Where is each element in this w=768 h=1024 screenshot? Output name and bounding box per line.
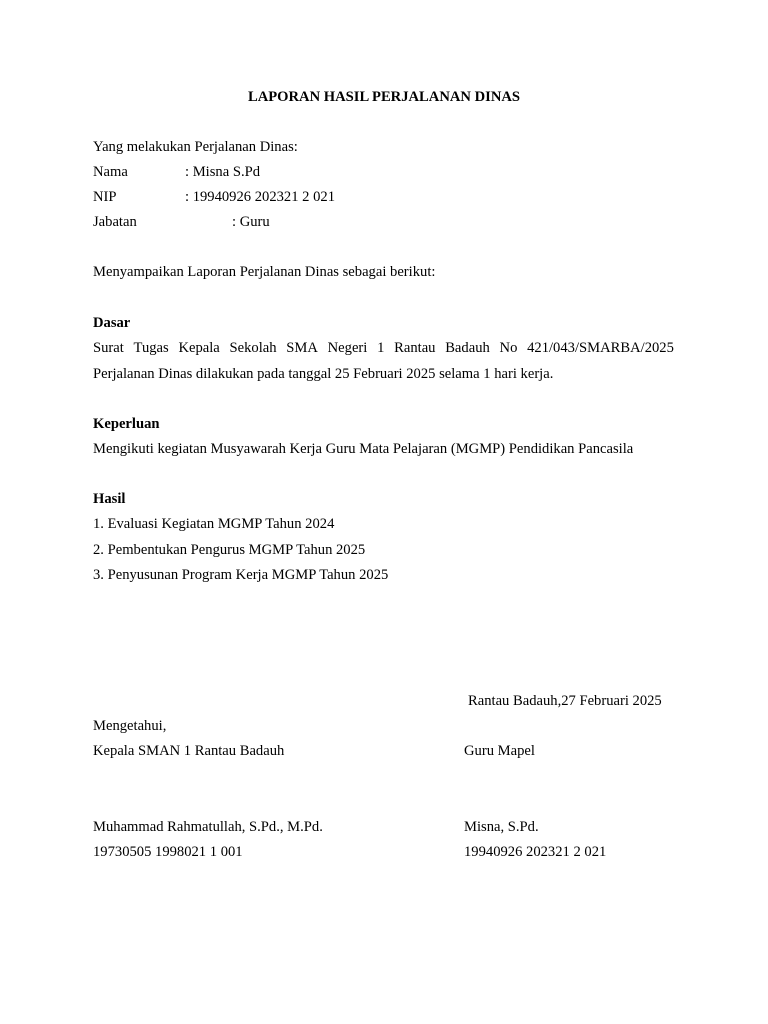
right-signatory-role: Guru Mapel bbox=[464, 743, 535, 759]
dasar-word: Surat bbox=[93, 340, 124, 356]
right-signatory-nip: 19940926 202321 2 021 bbox=[464, 844, 607, 860]
right-signatory-name: Misna, S.Pd. bbox=[464, 819, 539, 835]
position-label: Jabatan bbox=[93, 214, 137, 230]
dasar-line-1 bbox=[93, 339, 674, 357]
dasar-word: No bbox=[499, 340, 518, 356]
dasar-word: Badauh bbox=[445, 340, 490, 356]
dasar-heading: Dasar bbox=[93, 315, 131, 331]
dasar-word: Negeri bbox=[327, 340, 368, 356]
acknowledged-text: Mengetahui, bbox=[93, 718, 167, 734]
document-title: LAPORAN HASIL PERJALANAN DINAS bbox=[247, 89, 521, 105]
left-signatory-nip: 19730505 1998021 1 001 bbox=[93, 844, 243, 860]
name-label: Nama bbox=[93, 164, 128, 180]
dasar-word: Tugas bbox=[133, 340, 169, 356]
statement-text: Menyampaikan Laporan Perjalanan Dinas sebagai berikut: bbox=[93, 264, 436, 280]
hasil-item: 1. Evaluasi Kegiatan MGMP Tahun 2024 bbox=[93, 516, 335, 532]
hasil-heading: Hasil bbox=[93, 491, 126, 507]
left-signatory-role: Kepala SMAN 1 Rantau Badauh bbox=[93, 743, 285, 759]
keperluan-text: Mengikuti kegiatan Musyawarah Kerja Guru Mata Pelajaran (MGMP) Pendidikan Pancasila bbox=[93, 441, 634, 457]
place-date: Rantau Badauh,27 Februari 2025 bbox=[468, 693, 662, 709]
nip-label: NIP bbox=[93, 189, 117, 205]
dasar-word: SMA bbox=[286, 340, 318, 356]
executor-intro: Yang melakukan Perjalanan Dinas: bbox=[93, 139, 298, 155]
nip-value: : 19940926 202321 2 021 bbox=[185, 189, 335, 205]
name-value: : Misna S.Pd bbox=[185, 164, 261, 180]
left-signatory-name: Muhammad Rahmatullah, S.Pd., M.Pd. bbox=[93, 819, 323, 835]
dasar-word: Rantau bbox=[394, 340, 436, 356]
position-value: : Guru bbox=[232, 214, 270, 230]
dasar-word: 421/043/SMARBA/2025 bbox=[527, 340, 674, 356]
hasil-item: 2. Pembentukan Pengurus MGMP Tahun 2025 bbox=[93, 542, 366, 558]
dasar-line-2: Perjalanan Dinas dilakukan pada tanggal 25 Februari 2025 selama 1 hari kerja. bbox=[93, 366, 554, 382]
keperluan-heading: Keperluan bbox=[93, 416, 160, 432]
dasar-word: Kepala bbox=[178, 340, 220, 356]
dasar-word: 1 bbox=[377, 340, 385, 356]
dasar-word: Sekolah bbox=[229, 340, 277, 356]
hasil-item: 3. Penyusunan Program Kerja MGMP Tahun 2025 bbox=[93, 567, 389, 583]
